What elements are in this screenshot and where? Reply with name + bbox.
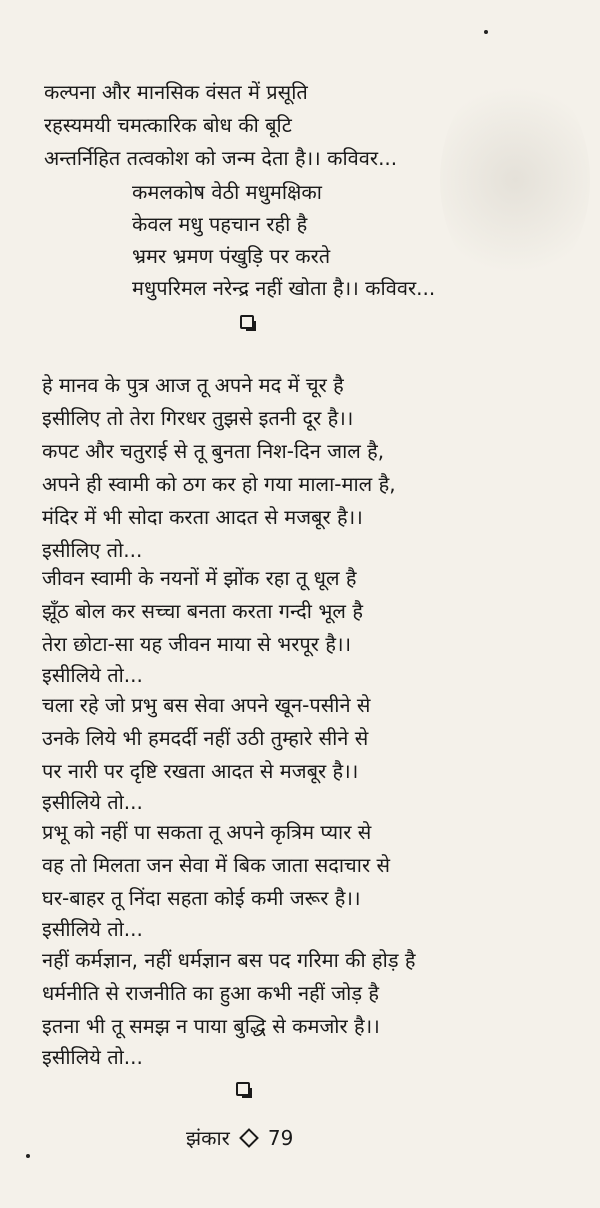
diamond-icon <box>239 1128 259 1148</box>
poem2-line-22: इसीलिये तो... <box>42 1045 143 1069</box>
poem2-line-7: जीवन स्वामी के नयनों में झोंक रहा तू धूल है <box>42 566 357 590</box>
speck-top-right <box>484 30 488 34</box>
poem2-line-4: अपने ही स्वामी को ठग कर हो गया माला-माल है, <box>42 472 396 496</box>
poem2-line-20: धर्मनीति से राजनीति का हुआ कभी नहीं जोड़ है <box>42 981 379 1005</box>
poem2-line-2: इसीलिए तो तेरा गिरधर तुझसे इतनी दूर है।। <box>42 406 354 430</box>
poem2-line-19: नहीं कर्मज्ञान, नहीं धर्मज्ञान बस पद गरिमा की होड़ है <box>42 948 416 972</box>
page-footer <box>186 1124 293 1151</box>
poem2-line-6: इसीलिए तो... <box>42 538 143 562</box>
poem2-line-8: झूँठ बोल कर सच्चा बनता करता गन्दी भूल है <box>42 599 363 623</box>
poem2-line-3: कपट और चतुराई से तू बुनता निश-दिन जाल है, <box>42 439 385 463</box>
section-separator-icon <box>240 315 254 329</box>
poem2-line-1: हे मानव के पुत्र आज तू अपने मद में चूर है <box>42 373 344 397</box>
poem1-line-2: रहस्यमयी चमत्कारिक बोध की बूटि <box>44 113 292 137</box>
poem2-line-13: पर नारी पर दृष्टि रखता आदत से मजबूर है।। <box>42 759 359 783</box>
poem1-line-6: भ्रमर भ्रमण पंखुड़ि पर करते <box>132 244 331 268</box>
poem1-line-1: कल्पना और मानसिक वंसत में प्रसूति <box>44 80 308 104</box>
poem2-line-15: प्रभू को नहीं पा सकता तू अपने कृत्रिम प्यार से <box>42 820 372 844</box>
poem2-line-14: इसीलिये तो... <box>42 790 143 814</box>
page-number: 79 <box>267 1125 294 1150</box>
poem2-line-17: घर-बाहर तू निंदा सहता कोई कमी जरूर है।। <box>42 886 361 910</box>
poem2-line-18: इसीलिये तो... <box>42 917 143 941</box>
poem1-line-5: केवल मधु पहचान रही है <box>132 212 308 236</box>
poem2-line-21: इतना भी तू समझ न पाया बुद्धि से कमजोर है।। <box>42 1014 380 1038</box>
poem1-line-3: अन्तर्निहित तत्वकोश को जन्म देता है।। कविवर... <box>44 146 398 170</box>
section-end-icon <box>236 1082 250 1096</box>
poem2-line-5: मंदिर में भी सोदा करता आदत से मजबूर है।। <box>42 505 363 529</box>
poem1-line-4: कमलकोष वेठी मधुमक्षिका <box>132 180 322 204</box>
poem2-line-11: चला रहे जो प्रभु बस सेवा अपने खून-पसीने से <box>42 693 371 717</box>
poem2-line-16: वह तो मिलता जन सेवा में बिक जाता सदाचार से <box>42 853 390 877</box>
bleed-through-shadow <box>440 70 590 290</box>
poem1-line-7: मधुपरिमल नरेन्द्र नहीं खोता है।। कविवर... <box>132 276 436 300</box>
poem2-line-12: उनके लिये भी हमदर्दी नहीं उठी तुम्हारे सीने से <box>42 726 369 750</box>
poem2-line-9: तेरा छोटा-सा यह जीवन माया से भरपूर है।। <box>42 632 352 656</box>
poem2-line-10: इसीलिये तो... <box>42 663 143 687</box>
speck-bottom-left <box>26 1154 30 1158</box>
book-title: झंकार <box>186 1126 230 1150</box>
